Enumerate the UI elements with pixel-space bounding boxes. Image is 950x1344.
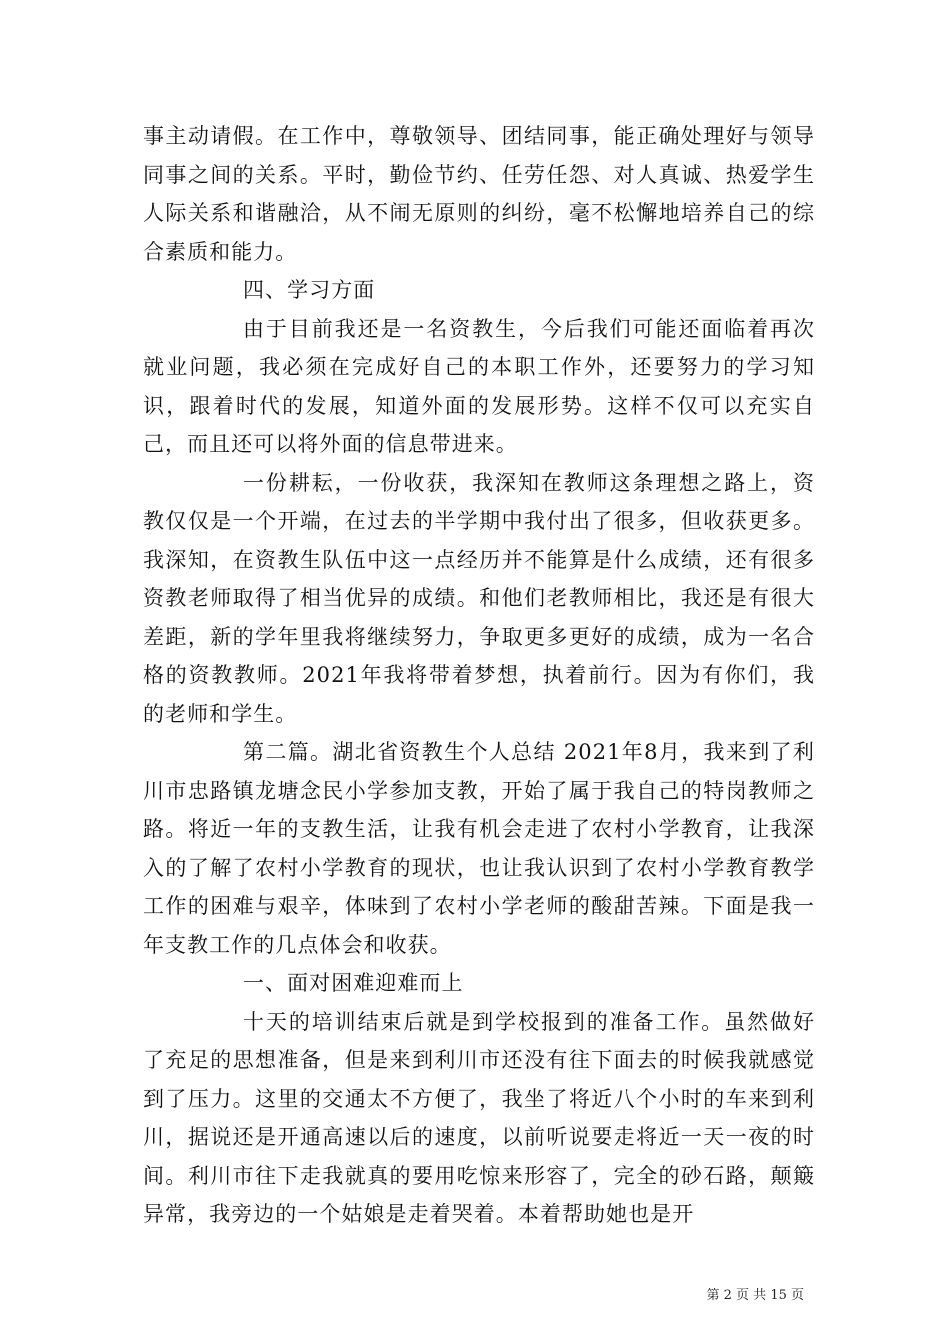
- paragraph-training: 十天的培训结束后就是到学校报到的准备工作。虽然做好了充足的思想准备，但是来到利川市还没有往下面去的时候我就感觉到了压力。这里的交通太不方便了，我坐了将近八个小时的车来到利川，据说还是开通高速以后的速度，以前听说要走将近一天一夜的时间。利川市往下走我就真的要用吃惊来形容了，完全的砂石路，颠簸异常，我旁边的一个姑娘是走着哭着。本着帮助她也是开: [143, 1009, 815, 1226]
- paragraph-harvest: 一份耕耘，一份收获，我深知在教师这条理想之路上，资教仅仅是一个开端，在过去的半学期中我付出了很多，但收获更多。我深知，在资教生队伍中这一点经历并不能算是什么成绩，还有很多资教老师取得了相当优异的成绩。和他们老教师相比，我还是有很大差距，新的学年里我将继续努力，争取更多更好的成绩，成为一名合格的资教教师。2021年我将带着梦想，执着前行。因为有你们，我的老师和学生。: [143, 470, 815, 726]
- section-heading-study: 四、学习方面: [243, 278, 376, 302]
- document-body: [143, 117, 815, 1234]
- paragraph-continuation: 事主动请假。在工作中，尊敬领导、团结同事，能正确处理好与领导同事之间的关系。平时，勤俭节约、任劳任怨、对人真诚、热爱学生人际关系和谐融洽，从不闹无原则的纠纷，毫不松懈地培养自己的综合素质和能力。: [143, 124, 815, 264]
- paragraph-study: 由于目前我还是一名资教生，今后我们可能还面临着再次就业问题，我必须在完成好自己的本职工作外，还要努力的学习知识，跟着时代的发展，知道外面的发展形势。这样不仅可以充实自己，而且还可以将外面的信息带进来。: [143, 316, 815, 456]
- page-number-footer: 第 2 页 共 15 页: [706, 1288, 804, 1303]
- section-heading-difficulty: 一、面对困难迎难而上: [243, 971, 464, 995]
- paragraph-second-article: 第二篇。湖北省资教生个人总结 2021年8月，我来到了利川市忠路镇龙塘念民小学参加支教，开始了属于我自己的特岗教师之路。将近一年的支教生活，让我有机会走进了农村小学教育，让我深入的了解了农村小学教育的现状，也让我认识到了农村小学教育教学工作的困难与艰辛，体味到了农村小学老师的酸甜苦辣。下面是我一年支教工作的几点体会和收获。: [143, 740, 815, 957]
